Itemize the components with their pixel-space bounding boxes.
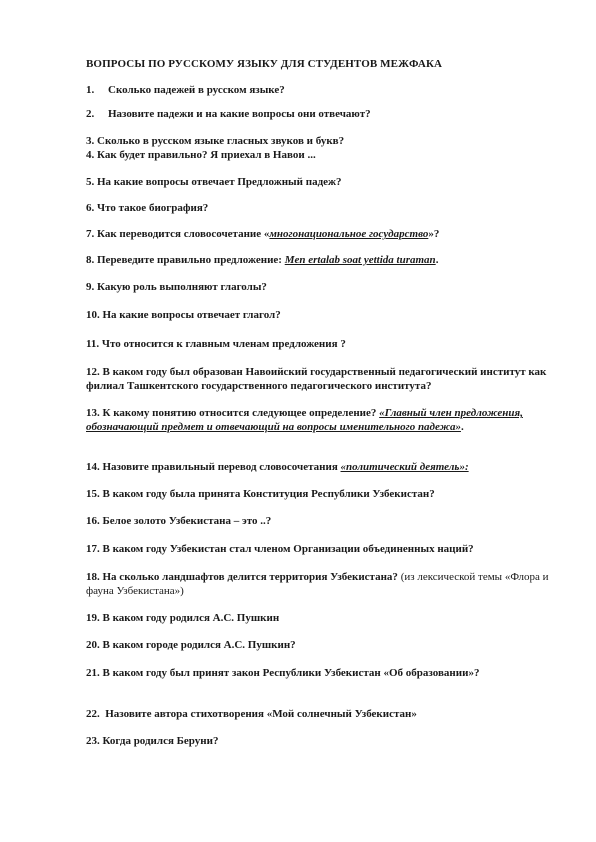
- question-text: Как будет правильно? Я приехал в Навои ...: [97, 149, 316, 161]
- question-number: 15.: [86, 488, 100, 500]
- question-number: 6.: [86, 202, 95, 214]
- question-3: [86, 134, 556, 148]
- question-23: [86, 734, 556, 748]
- question-text: В каком году был принят закон Республики Узбекистан «Об образовании»?: [102, 667, 480, 679]
- question-text: В каком городе родился А.С. Пушкин?: [102, 639, 296, 651]
- question-number: 16.: [86, 515, 100, 527]
- question-text: Сколько падежей в русском языке?: [108, 84, 285, 96]
- question-number: 22.: [86, 708, 100, 720]
- question-number: 17.: [86, 543, 100, 555]
- question-1: [86, 83, 556, 97]
- question-text-after: »?: [428, 228, 440, 240]
- question-7: [86, 227, 556, 241]
- question-16: [86, 514, 556, 528]
- question-number: 10.: [86, 309, 100, 321]
- question-number: 21.: [86, 667, 100, 679]
- question-number: 19.: [86, 612, 100, 624]
- question-number: 23.: [86, 735, 100, 747]
- question-text: На какие вопросы отвечает глагол?: [102, 309, 281, 321]
- question-10: [86, 308, 556, 322]
- question-text: В каком году был образован Навоийский государственный педагогический институт как филиал Ташкентского государственного педагогического института?: [86, 366, 547, 392]
- question-emphasis: «Главный член предложения, обозначающий предмет и отвечающий на вопросы именительного падежа»: [86, 407, 523, 433]
- question-text: Белое золото Узбекистана – это ..?: [102, 515, 272, 527]
- question-number: 3.: [86, 135, 95, 147]
- question-text: В каком году Узбекистан стал членом Организации объединенных наций?: [102, 543, 474, 555]
- question-number: 1.: [86, 84, 95, 96]
- question-15: [86, 487, 556, 501]
- question-number: 20.: [86, 639, 100, 651]
- question-text: На сколько ландшафтов делится территория Узбекистана?: [102, 571, 398, 583]
- question-20: [86, 638, 556, 652]
- question-text: Назовите автора стихотворения «Мой солнечный Узбекистан»: [105, 708, 417, 720]
- question-text-after: .: [460, 421, 464, 433]
- question-number: 12.: [86, 366, 100, 378]
- question-text: Какую роль выполняют глаголы?: [97, 281, 267, 293]
- question-emphasis: многонациональное государство: [269, 228, 429, 240]
- page-title: ВОПРОСЫ ПО РУССКОМУ ЯЗЫКУ ДЛЯ СТУДЕНТОВ МЕЖФАКА: [86, 58, 443, 70]
- question-text: В каком году родился А.С. Пушкин: [102, 612, 280, 624]
- question-text: В каком году была принята Конституция Республики Узбекистан?: [102, 488, 435, 500]
- question-number: 11.: [86, 338, 100, 350]
- question-17: [86, 542, 556, 556]
- question-number: 5.: [86, 176, 95, 188]
- question-number: 2.: [86, 108, 95, 120]
- question-8: [86, 253, 556, 267]
- question-5: [86, 175, 556, 189]
- question-number: 8.: [86, 254, 95, 266]
- question-number: 18.: [86, 571, 100, 583]
- question-text: Когда родился Беруни?: [102, 735, 219, 747]
- question-number: 4.: [86, 149, 95, 161]
- question-number: 9.: [86, 281, 95, 293]
- question-12: [86, 365, 556, 393]
- question-text: Переведите правильно предложение:: [97, 254, 285, 266]
- question-19: [86, 611, 556, 625]
- question-4: [86, 148, 556, 162]
- question-text: Как переводится словосочетание «: [97, 228, 270, 240]
- question-emphasis: «политический деятель»:: [340, 461, 469, 473]
- question-text: Что относится к главным членам предложения ?: [101, 338, 346, 350]
- question-number: 14.: [86, 461, 100, 473]
- question-22: [86, 707, 556, 721]
- question-note: (из лексической темы «Флора и фауна Узбекистана»): [86, 571, 549, 597]
- question-11: [86, 337, 556, 351]
- question-2: [86, 107, 556, 121]
- question-21: [86, 666, 556, 680]
- question-14: [86, 460, 556, 474]
- question-text-after: .: [435, 254, 439, 266]
- question-number: 7.: [86, 228, 95, 240]
- question-9: [86, 280, 556, 294]
- question-6: [86, 201, 556, 215]
- question-text: Назовите падежи и на какие вопросы они отвечают?: [108, 108, 371, 120]
- question-text: Что такое биография?: [97, 202, 209, 214]
- question-13: [86, 406, 556, 434]
- question-text: Сколько в русском языке гласных звуков и букв?: [97, 135, 345, 147]
- question-number: 13.: [86, 407, 100, 419]
- question-18: [86, 570, 556, 598]
- question-text: На какие вопросы отвечает Предложный падеж?: [97, 176, 342, 188]
- question-text: К какому понятию относится следующее определение?: [102, 407, 380, 419]
- question-text: Назовите правильный перевод словосочетания: [102, 461, 341, 473]
- question-emphasis: Men ertalab soat yettida turaman: [284, 254, 436, 266]
